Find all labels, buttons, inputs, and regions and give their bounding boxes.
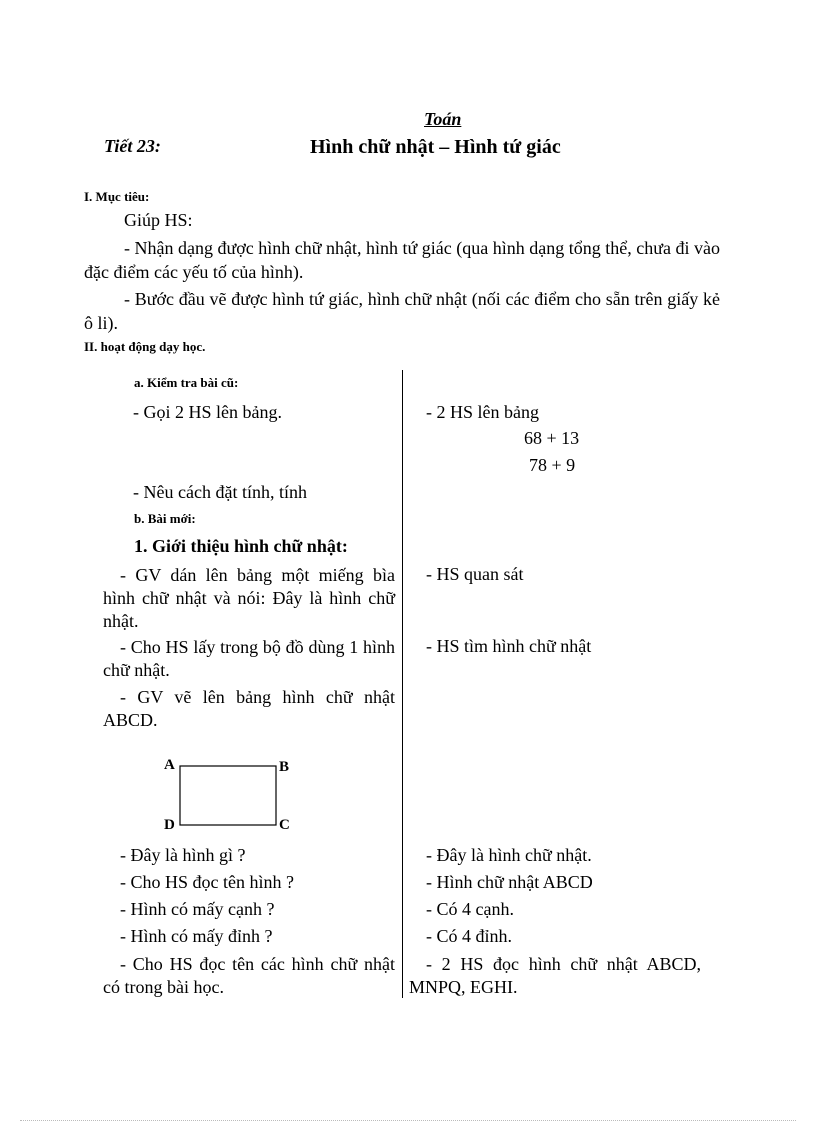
objectives-intro: Giúp HS: <box>124 210 193 230</box>
teacher-question-1: - Đây là hình gì ? <box>120 845 246 865</box>
activities-heading: II. hoạt động dạy học. <box>84 339 206 354</box>
teacher-question-2: - Cho HS đọc tên hình ? <box>120 872 294 892</box>
vertex-b: B <box>279 759 290 775</box>
column-divider <box>402 370 403 998</box>
student-answer-5: - 2 HS đọc hình chữ nhật ABCD, MNPQ, EGHI. <box>409 954 701 997</box>
vertex-a: A <box>164 757 175 773</box>
objective-item-1: - Nhận dạng được hình chữ nhật, hình tứ giác (qua hình dạng tổng thể, chưa đi vào đặc điểm các yếu tố của hình). <box>84 238 720 282</box>
teacher-question-4: - Hình có mấy đỉnh ? <box>120 926 273 946</box>
rectangle-shape <box>180 766 276 825</box>
student-find: - HS tìm hình chữ nhật <box>426 636 592 656</box>
subject-title: Toán <box>424 109 462 129</box>
student-board: - 2 HS lên bảng <box>426 402 539 422</box>
teacher-explain: - Nêu cách đặt tính, tính <box>133 482 307 502</box>
student-observe: - HS quan sát <box>426 564 524 584</box>
rectangle-figure <box>160 752 300 834</box>
teacher-call: - Gọi 2 HS lên bảng. <box>133 402 282 422</box>
student-answer-2: - Hình chữ nhật ABCD <box>426 872 593 892</box>
student-answer-3: - Có 4 cạnh. <box>426 899 514 919</box>
student-answer-1: - Đây là hình chữ nhật. <box>426 845 592 865</box>
section-b-heading: b. Bài mới: <box>134 511 196 526</box>
teacher-question-5: - Cho HS đọc tên các hình chữ nhật có trong bài học. <box>103 954 395 997</box>
teacher-draw: - GV vẽ lên bảng hình chữ nhật ABCD. <box>103 687 395 730</box>
student-calc-1: 68 + 13 <box>524 428 580 448</box>
lesson-number: Tiết 23: <box>104 136 161 156</box>
page-bottom-rule <box>20 1120 796 1121</box>
student-calc-2: 78 + 9 <box>529 455 576 475</box>
student-answer-4: - Có 4 đỉnh. <box>426 926 513 946</box>
teacher-pick: - Cho HS lấy trong bộ đồ dùng 1 hình chữ nhật. <box>103 637 395 680</box>
rectangle-abcd <box>160 752 300 834</box>
objective-item-2: - Bước đầu vẽ được hình tứ giác, hình chữ nhật (nối các điểm cho sẵn trên giấy kẻ ô li). <box>84 289 720 333</box>
vertex-c: C <box>279 817 290 833</box>
objectives-heading: I. Mục tiêu: <box>84 189 150 204</box>
page-title: Hình chữ nhật – Hình tứ giác <box>310 136 561 158</box>
teacher-show: - GV dán lên bảng một miếng bìa hình chữ nhật và nói: Đây là hình chữ nhật. <box>103 565 395 631</box>
section-a-heading: a. Kiểm tra bài cũ: <box>134 375 239 390</box>
subheading-rectangle: 1. Giới thiệu hình chữ nhật: <box>134 536 348 556</box>
teacher-question-3: - Hình có mấy cạnh ? <box>120 899 275 919</box>
vertex-d: D <box>164 817 175 833</box>
